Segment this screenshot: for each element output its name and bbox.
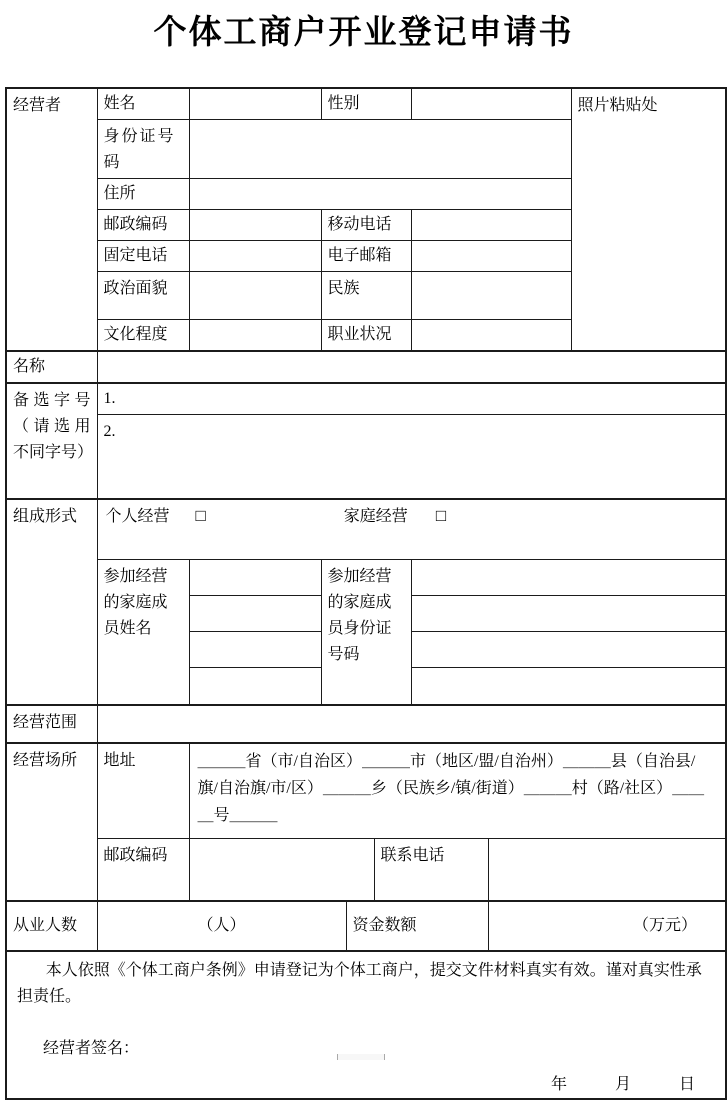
form-title: 个体工商户开业登记申请书 — [153, 15, 574, 51]
date-day-label: 日 — [679, 1075, 696, 1093]
name-label: 姓名 — [97, 88, 189, 120]
alt-name-1-number: 1. — [103, 390, 116, 407]
date-month-label: 月 — [614, 1075, 631, 1093]
staff-count-label: 从业人数 — [6, 901, 97, 951]
individual-operation-label: 个人经营 — [105, 507, 170, 525]
residence-input[interactable] — [189, 179, 571, 210]
occupation-label: 职业状况 — [321, 320, 411, 352]
member-names-label: 参加经营的家庭成员姓名 — [97, 560, 189, 705]
political-status-label: 政治面貌 — [97, 272, 189, 320]
landline-input[interactable] — [189, 241, 321, 272]
composition-section-label: 组成形式 — [6, 499, 97, 705]
registration-form-table — [5, 87, 727, 1100]
ethnicity-label: 民族 — [321, 272, 411, 320]
staff-count-input[interactable]: （人） — [97, 901, 346, 951]
education-label: 文化程度 — [97, 320, 189, 352]
member-id-input-1[interactable] — [411, 560, 726, 596]
family-operation-checkbox[interactable]: □ — [435, 505, 447, 525]
operator-signature-label: 经营者签名： — [43, 1039, 140, 1057]
business-scope-label: 经营范围 — [6, 705, 97, 743]
date-year-label: 年 — [550, 1075, 567, 1093]
alt-names-label: 备选字号（请选用不同字号） — [6, 383, 97, 499]
operator-name-input[interactable] — [189, 88, 321, 120]
family-operation-label: 家庭经营 — [343, 507, 408, 525]
member-name-input-2[interactable] — [189, 596, 321, 632]
alt-name-1-input[interactable] — [97, 383, 726, 415]
business-scope-input[interactable] — [97, 705, 726, 743]
member-id-input-2[interactable] — [411, 596, 726, 632]
address-label: 地址 — [97, 743, 189, 839]
email-label: 电子邮箱 — [321, 241, 411, 272]
postal-code-input[interactable] — [189, 210, 321, 241]
member-name-input-4[interactable] — [189, 668, 321, 705]
member-name-input-1[interactable] — [189, 560, 321, 596]
member-id-input-3[interactable] — [411, 632, 726, 668]
gender-input[interactable] — [411, 88, 571, 120]
photo-paste-area[interactable]: 照片粘贴处 — [571, 88, 726, 351]
landline-label: 固定电话 — [97, 241, 189, 272]
date-line — [7, 1072, 725, 1098]
business-name-input[interactable] — [97, 351, 726, 383]
funds-amount-input[interactable]: （万元） — [488, 901, 726, 951]
next-table-fragment — [337, 1054, 385, 1060]
education-input[interactable] — [189, 320, 321, 352]
contact-phone-input[interactable] — [488, 839, 726, 901]
occupation-input[interactable] — [411, 320, 571, 352]
email-input[interactable] — [411, 241, 571, 272]
member-ids-label: 参加经营的家庭成员身份证号码 — [321, 560, 411, 705]
residence-label: 住所 — [97, 179, 189, 210]
political-status-input[interactable] — [189, 272, 321, 320]
premises-postal-label: 邮政编码 — [97, 839, 189, 901]
premises-postal-input[interactable] — [189, 839, 374, 901]
operator-section-label: 经营者 — [6, 88, 97, 351]
alt-name-2-number: 2. — [103, 423, 116, 440]
mobile-phone-label: 移动电话 — [321, 210, 411, 241]
individual-operation-checkbox[interactable]: □ — [195, 505, 206, 525]
ethnicity-input[interactable] — [411, 272, 571, 320]
id-number-input[interactable] — [189, 120, 571, 179]
funds-amount-label: 资金数额 — [346, 901, 488, 951]
address-template-input[interactable]: ＿＿＿省（市/自治区）＿＿＿市（地区/盟/自治州）＿＿＿县（自治县/旗/自治旗/市/区）＿＿＿乡（民族乡/镇/街道）＿＿＿村（路/社区）＿＿＿号＿＿＿ — [189, 743, 726, 839]
declaration-cell — [6, 951, 726, 1099]
id-number-label: 身份证号码 — [97, 120, 189, 179]
member-name-input-3[interactable] — [189, 632, 321, 668]
declaration-statement: 本人依照《个体工商户条例》申请登记为个体工商户，提交文件材料真实有效。谨对真实性承担责任。 — [17, 961, 702, 1005]
gender-label: 性别 — [321, 88, 411, 120]
alt-name-2-input[interactable] — [97, 415, 726, 499]
business-name-label: 名称 — [6, 351, 97, 383]
contact-phone-label: 联系电话 — [374, 839, 488, 901]
member-id-input-4[interactable] — [411, 668, 726, 705]
mobile-phone-input[interactable] — [411, 210, 571, 241]
premises-section-label: 经营场所 — [6, 743, 97, 901]
composition-choice-row — [97, 499, 726, 560]
postal-code-label: 邮政编码 — [97, 210, 189, 241]
